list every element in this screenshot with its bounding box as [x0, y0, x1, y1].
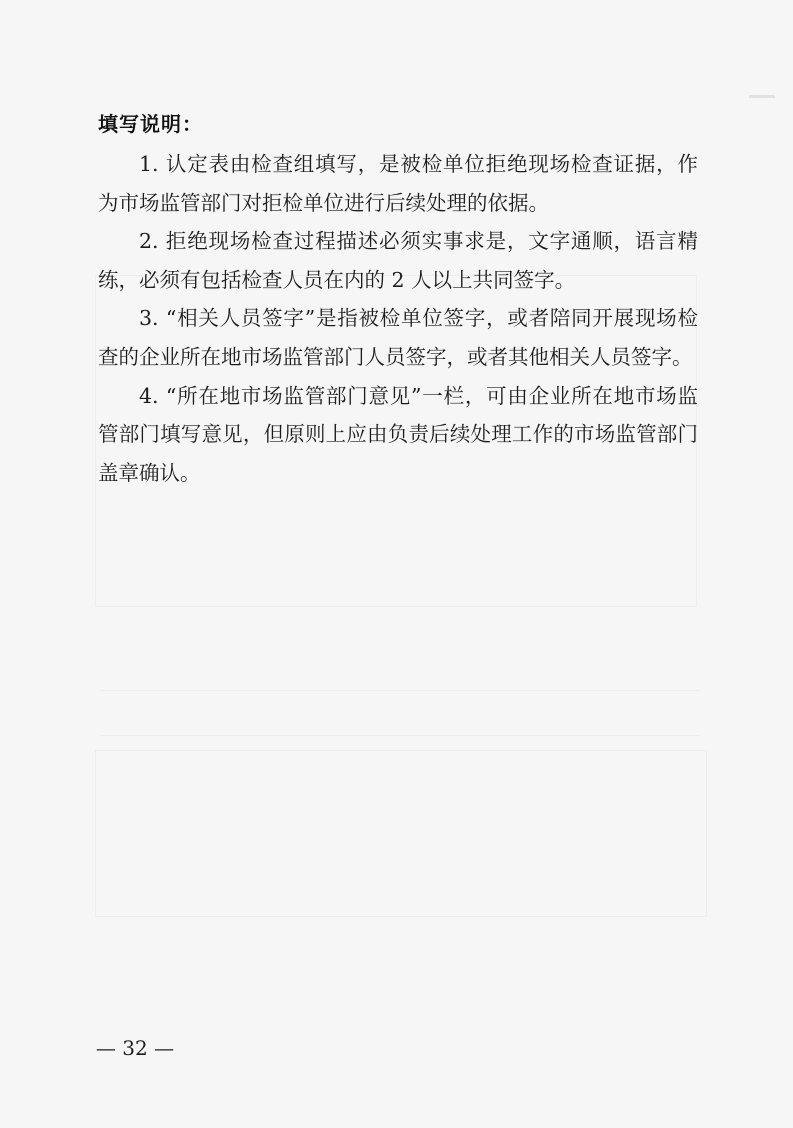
- instruction-item: 2. 拒绝现场检查过程描述必须实事求是，文字通顺，语言精练，必须有包括检查人员在内的 2 人以上共同签字。: [98, 229, 698, 292]
- instruction-item: 3. “相关人员签字”是指被检单位签字，或者陪同开展现场检查的企业所在地市场监管部门人员签字，或者其他相关人员签字。: [98, 306, 698, 369]
- scan-edge-mark: [749, 95, 775, 98]
- instruction-item: 4. “所在地市场监管部门意见”一栏，可由企业所在地市场监管部门填写意见，但原则上应由负责后续处理工作的市场监管部门盖章确认。: [98, 383, 698, 485]
- bleed-through-line: [100, 735, 700, 736]
- instructions-heading: 填写说明：: [98, 112, 203, 136]
- bleed-through-line: [100, 690, 700, 691]
- instructions-body: [98, 145, 698, 492]
- instruction-item: 1. 认定表由检查组填写，是被检单位拒绝现场检查证据，作为市场监管部门对拒检单位进行后续处理的依据。: [98, 152, 698, 215]
- bleed-through-box: [95, 750, 707, 917]
- page-number: — 32 —: [95, 1036, 175, 1060]
